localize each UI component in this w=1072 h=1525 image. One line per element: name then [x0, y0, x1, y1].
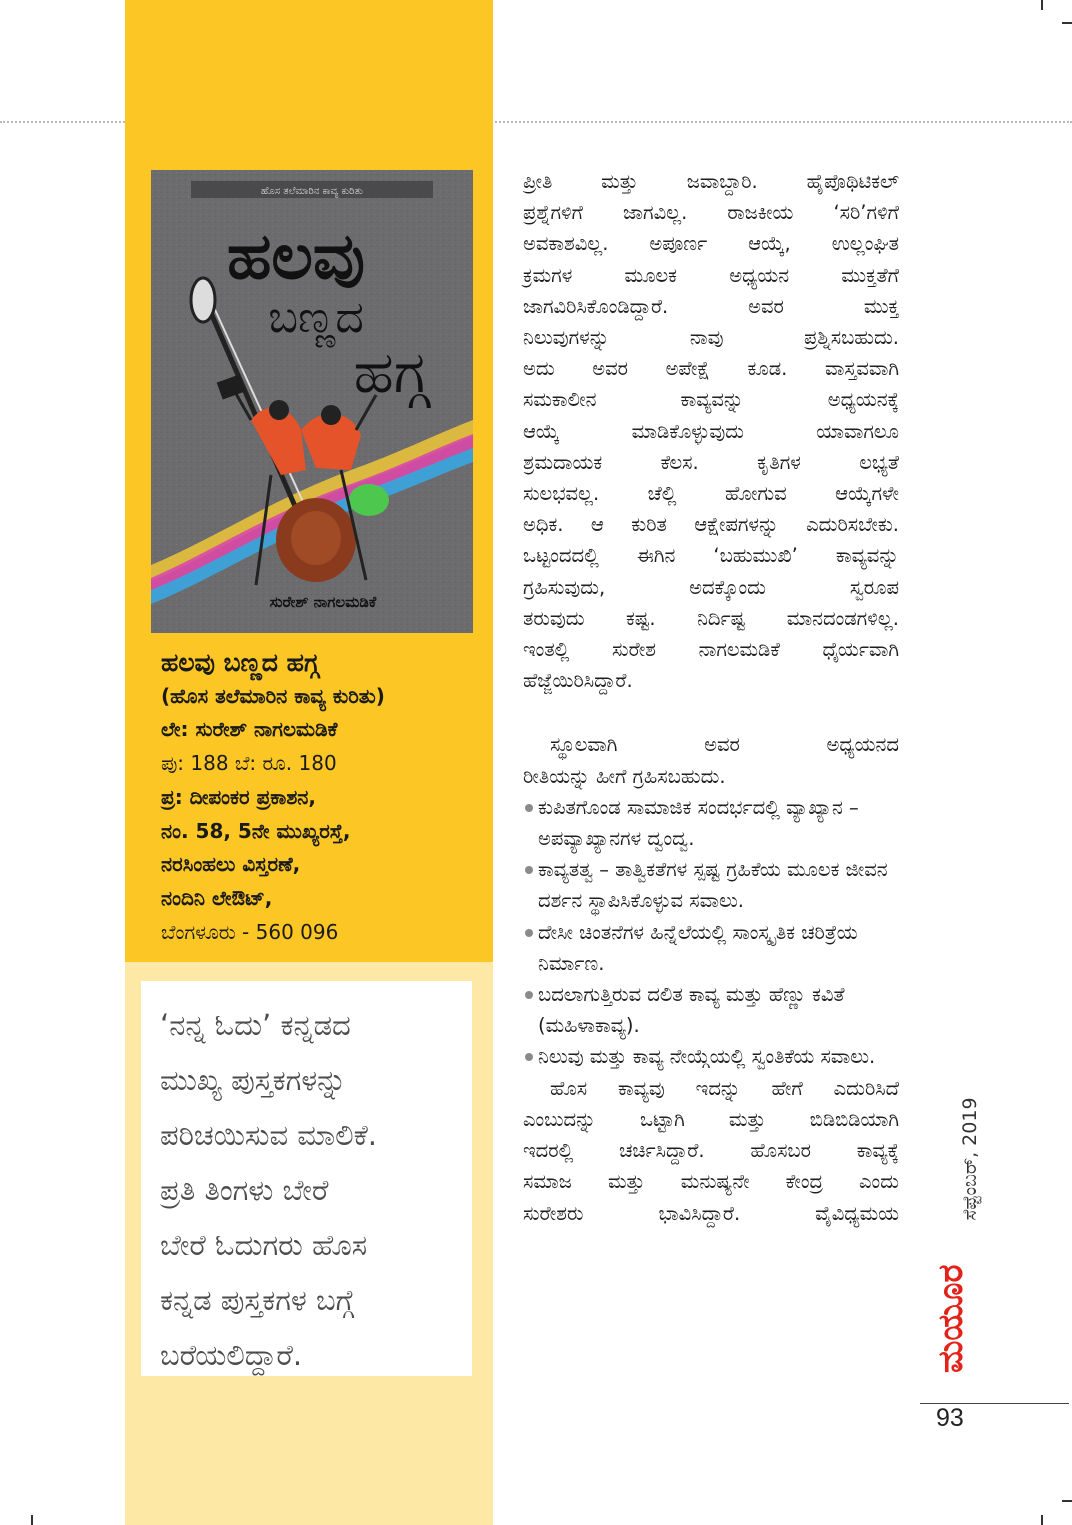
book-subtitle: (ಹೊಸ ತಲೆಮಾರಿನ ಕಾವ್ಯ ಕುರಿತು): [161, 683, 385, 708]
article-paragraph: [523, 729, 899, 791]
article-line: ಸಮಕಾಲೀನ ಕಾವ್ಯವನ್ನು ಅಧ್ಯಯನಕ್ಕೆ: [523, 388, 899, 412]
cover-tagline: ಹೊಸ ತಲೆಮಾರಿನ ಕಾವ್ಯ ಕುರಿತು: [261, 186, 363, 197]
cover-author: ಸುರೇಶ್ ನಾಗಲಮಡಿಕೆ: [269, 593, 377, 611]
article-line: ಕ್ರಮಗಳ ಮೂಲಕ ಅಧ್ಯಯನ ಮುಕ್ತತೆಗೆ: [523, 263, 899, 287]
bullet-list: [523, 792, 899, 1073]
list-item: ದೇಸೀ ಚಿಂತನೆಗಳ ಹಿನ್ನೆಲೆಯಲ್ಲಿ ಸಾಂಸ್ಕೃತಿಕ ಚರಿತ್ರೆಯ ನಿರ್ಮಾಣ.: [523, 917, 899, 979]
article-line: ಜಾಗವಿರಿಸಿಕೊಂಡಿದ್ದಾರೆ. ಅವರ ಮುಕ್ತ: [523, 294, 899, 318]
list-item: ಕಾವ್ಯತತ್ವ – ತಾತ್ವಿಕತೆಗಳ ಸ್ಪಷ್ಟ ಗ್ರಹಿಕೆಯ ಮೂಲಕ ಜೀವನ ದರ್ಶನ ಸ್ಥಾಪಿಸಿಕೊಳ್ಳುವ ಸವಾಲು.: [523, 854, 899, 916]
intro-line: ಕನ್ನಡ ಪುಸ್ತಕಗಳ ಬಗ್ಗೆ: [160, 1283, 355, 1317]
article-line: ಸುಲಭವಲ್ಲ. ಚೆಲ್ಲಿ ಹೋಗುವ ಆಯ್ಕೆಗಳೇ: [523, 482, 899, 506]
book-publisher: ಪ್ರ: ದೀಪಂಕರ ಪ್ರಕಾಶನ,: [161, 784, 317, 809]
cover-title-line2: ಬಣ್ಣದ: [268, 292, 364, 343]
masthead-logo: [931, 1225, 971, 1373]
publisher-address-line: ನಂ. 58, 5ನೇ ಮುಖ್ಯರಸ್ತೆ,: [161, 818, 351, 843]
publisher-address-line: ಬೆಂಗಳೂರು - 560 096: [161, 919, 339, 944]
list-item: ಬದಲಾಗುತ್ತಿರುವ ದಲಿತ ಕಾವ್ಯ ಮತ್ತು ಹೆಣ್ಣು ಕವಿತೆ (ಮಹಿಳಾಕಾವ್ಯ).: [523, 979, 899, 1041]
article-line: ಆಯ್ಕೆ ಮಾಡಿಕೊಳ್ಳುವುದು ಯಾವಾಗಲೂ: [523, 419, 899, 443]
publisher-address-line: ನರಸಿಂಹಲು ವಿಸ್ತರಣೆ,: [161, 852, 301, 877]
article-line: ಅದು ಅವರ ಅಪೇಕ್ಷೆ ಕೂಡ. ವಾಸ್ತವವಾಗಿ: [523, 357, 899, 381]
article-line: ಪ್ರಶ್ನೆಗಳಿಗೆ ಜಾಗವಿಲ್ಲ. ರಾಜಕೀಯ ‘ಸರಿ’ಗಳಿಗೆ: [523, 201, 899, 225]
article-line: ಇದರಲ್ಲಿ ಚರ್ಚಿಸಿದ್ದಾರೆ. ಹೊಸಬರ ಕಾವ್ಯಕ್ಕೆ: [523, 1139, 899, 1163]
article-paragraph: [523, 166, 899, 696]
paragraph-gap: [523, 696, 899, 729]
intro-line: ಮುಖ್ಯ ಪುಸ್ತಕಗಳನ್ನು: [160, 1063, 347, 1097]
page-number: 93: [936, 1404, 964, 1432]
article-paragraph: [523, 1073, 899, 1229]
list-item: ಕುಪಿತಗೊಂಡ ಸಾಮಾಜಿಕ ಸಂದರ್ಭದಲ್ಲಿ ವ್ಯಾಖ್ಯಾನ – ಅಪವ್ಯಾಖ್ಯಾನಗಳ ದ್ವಂದ್ವ.: [523, 792, 899, 854]
article-line: ಹೆಜ್ಜೆಯಿರಿಸಿದ್ದಾರೆ.: [523, 669, 633, 693]
issue-date: ಸೆಪ್ಟೆಂಬರ್, 2019: [959, 1097, 981, 1221]
masthead-text: ಮಯೂರ: [931, 1264, 971, 1373]
article-line: ಪ್ರೀತಿ ಮತ್ತು ಜವಾಬ್ದಾರಿ. ಹೈಪೊಥಿಟಿಕಲ್: [523, 170, 899, 193]
article-line: ಇಂತಲ್ಲಿ ಸುರೇಶ ನಾಗಲಮಡಿಕೆ ಧೈರ್ಯವಾಗಿ: [523, 638, 899, 662]
cover-title-line3: ಹಗ್ಗ: [353, 338, 429, 406]
series-intro-text: [160, 998, 460, 1383]
intro-line: ಬೇರೆ ಓದುಗರು ಹೊಸ: [160, 1228, 368, 1262]
intro-line: ‘ನನ್ನ ಓದು’ ಕನ್ನಡದ: [160, 1008, 351, 1042]
article-line: ನಿಲುವುಗಳನ್ನು ನಾವು ಪ್ರಶ್ನಿಸಬಹುದು.: [523, 326, 899, 350]
intro-line: ಪರಿಚಯಿಸುವ ಮಾಲಿಕೆ.: [160, 1118, 378, 1152]
intro-line: ಪ್ರತಿ ತಿಂಗಳು ಬೇರೆ: [160, 1173, 329, 1207]
publisher-address-line: ನಂದಿನಿ ಲೇಔಟ್,: [161, 885, 273, 910]
article-line: ಸಮಾಜ ಮತ್ತು ಮನುಷ್ಯನೇ ಕೇಂದ್ರ ಎಂದು: [523, 1170, 899, 1194]
list-item: ನಿಲುವು ಮತ್ತು ಕಾವ್ಯ ನೇಯ್ಗೆಯಲ್ಲಿ ಸ್ವಂತಿಕೆಯ ಸವಾಲು.: [523, 1041, 899, 1072]
book-author: ಲೇ: ಸುರೇಶ್ ನಾಗಲಮಡಿಕೆ: [161, 717, 338, 742]
book-cover-image: [151, 170, 473, 633]
article-line: ತರುವುದು ಕಷ್ಟ. ನಿರ್ದಿಷ್ಟ ಮಾನದಂಡಗಳಿಲ್ಲ.: [523, 606, 899, 630]
article-line: ಹೊಸ ಕಾವ್ಯವು ಇದನ್ನು ಹೇಗೆ ಎದುರಿಸಿದೆ: [550, 1076, 899, 1100]
article-line: ಶ್ರಮದಾಯಕ ಕೆಲಸ. ಕೃತಿಗಳ ಲಭ್ಯತೆ: [523, 450, 899, 474]
article-line: ಸುರೇಶರು ಭಾವಿಸಿದ್ದಾರೆ. ವೈವಿಧ್ಯಮಯ: [523, 1201, 899, 1225]
intro-line: ಬರೆಯಲಿದ್ದಾರೆ.: [160, 1338, 303, 1372]
article-line: ಅಧಿಕ. ಆ ಕುರಿತ ಆಕ್ಷೇಪಗಳನ್ನು ಎದುರಿಸಬೇಕು.: [523, 513, 899, 537]
crop-mark: [1062, 1500, 1072, 1502]
crop-mark: [31, 1515, 33, 1525]
crop-mark: [1041, 1515, 1043, 1525]
article-line: ಅವಕಾಶವಿಲ್ಲ. ಅಪೂರ್ಣ ಆಯ್ಕೆ, ಉಲ್ಲಂಘಿತ: [523, 232, 899, 256]
article-line: ಒಟ್ಟಂದದಲ್ಲಿ ಈಗಿನ ‘ಬಹುಮುಖಿ’ ಕಾವ್ಯವನ್ನು: [523, 544, 899, 568]
article-line: ಎಂಬುದನ್ನು ಒಟ್ಟಾಗಿ ಮತ್ತು ಬಿಡಿಬಿಡಿಯಾಗಿ: [523, 1107, 899, 1131]
book-pages-price: ಪು: 188 ಬೆ: ರೂ. 180: [161, 751, 337, 776]
crop-mark: [1041, 0, 1043, 10]
book-details: [161, 646, 491, 949]
crop-mark: [1062, 22, 1072, 24]
article-body: [523, 166, 899, 1229]
article-line: ಸ್ಥೂಲವಾಗಿ ಅವರ ಅಧ್ಯಯನದ: [550, 733, 899, 757]
article-line: ಗ್ರಹಿಸುವುದು, ಅದಕ್ಕೊಂದು ಸ್ವರೂಪ: [523, 575, 899, 599]
cover-title-line1: ಹಲವು: [227, 220, 365, 294]
book-title: ಹಲವು ಬಣ್ಣದ ಹಗ್ಗ: [161, 648, 319, 677]
article-line: ರೀತಿಯನ್ನು ಹೀಗೆ ಗ್ರಹಿಸಬಹುದು.: [523, 764, 726, 788]
